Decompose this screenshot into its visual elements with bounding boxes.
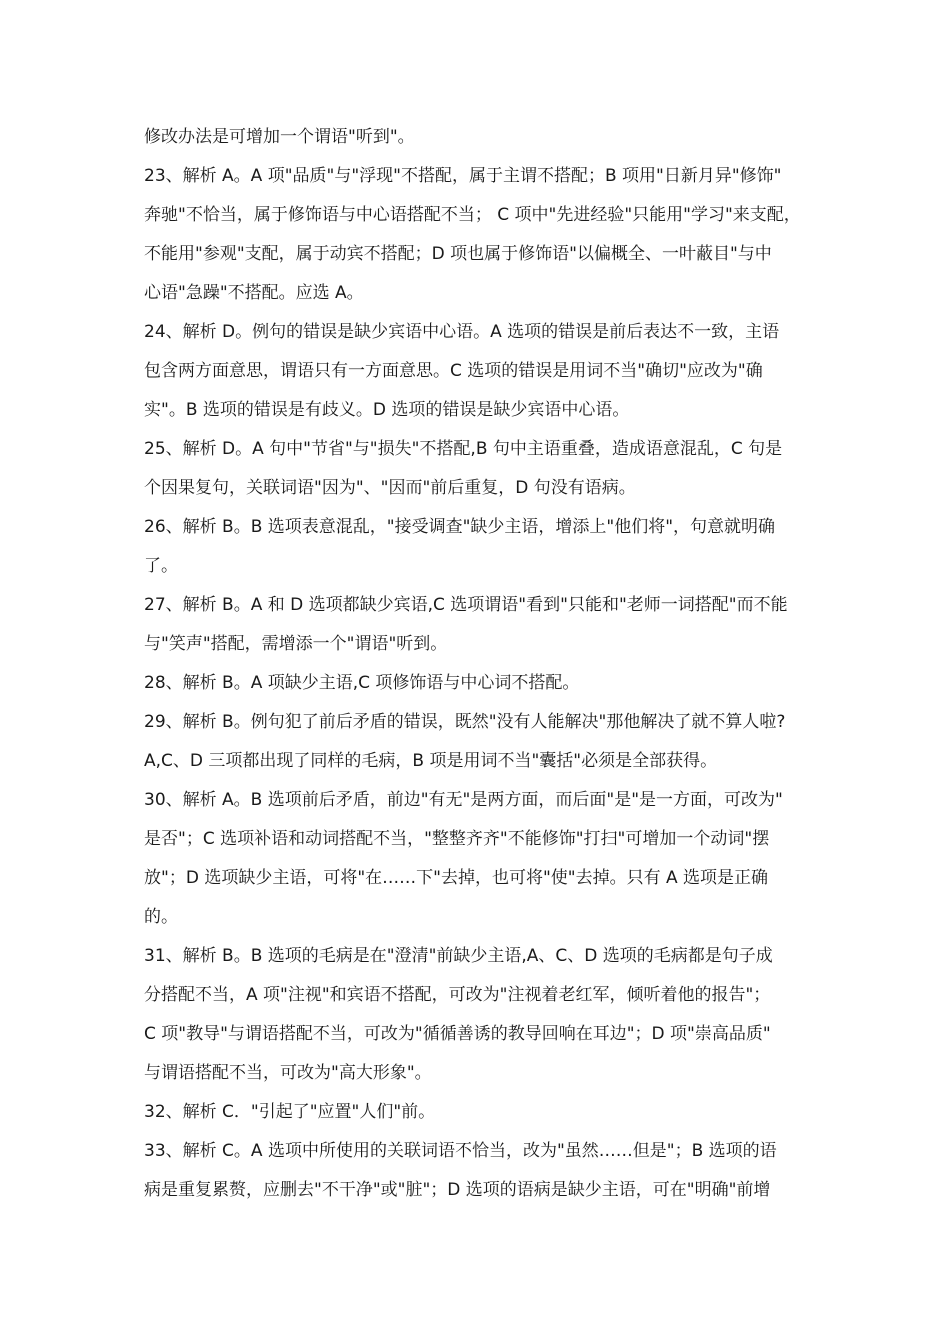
document-body	[144, 118, 816, 1210]
text-line: 不能用"参观"支配，属于动宾不搭配；D 项也属于修饰语"以偏概全、一叶蔽目"与中	[144, 244, 772, 264]
text-line: 31、解析 B。B 选项的毛病是在"澄清"前缺少主语,A、C、D 选项的毛病都是句子成	[144, 946, 773, 966]
text-line: 修改办法是可增加一个谓语"听到"。	[144, 127, 415, 147]
text-line: 分搭配不当，A 项"注视"和宾语不搭配，可改为"注视着老红军，倾听着他的报告"；	[144, 985, 771, 1005]
text-line: 奔驰"不恰当，属于修饰语与中心语搭配不当； C 项中"先进经验"只能用"学习"来支配，	[144, 205, 801, 225]
text-line: 实"。B 选项的错误是有歧义。D 选项的错误是缺少宾语中心语。	[144, 400, 630, 420]
text-line: 与"笑声"搭配，需增添一个"谓语"听到。	[144, 634, 448, 654]
text-line: 28、解析 B。A 项缺少主语,C 项修饰语与中心词不搭配。	[144, 673, 580, 693]
text-line: 29、解析 B。例句犯了前后矛盾的错误，既然"没有人能解决"那他解决了就不算人啦?	[144, 712, 786, 732]
text-line: 放"；D 选项缺少主语，可将"在……下"去掉，也可将"使"去掉。只有 A 选项是正确	[144, 868, 769, 888]
text-line: 是否"；C 选项补语和动词搭配不当，"整整齐齐"不能修饰"打扫"可增加一个动词"摆	[144, 829, 770, 849]
text-line: 了。	[144, 556, 178, 576]
text-line: 23、解析 A。A 项"品质"与"浮现"不搭配，属于主谓不搭配；B 项用"日新月异"修饰"	[144, 166, 782, 186]
text-line: 的。	[144, 907, 178, 927]
text-line: 24、解析 D。例句的错误是缺少宾语中心语。A 选项的错误是前后表达不一致，主语	[144, 322, 780, 342]
text-line: 个因果复句，关联词语"因为"、"因而"前后重复，D 句没有语病。	[144, 478, 636, 498]
text-line: 包含两方面意思，谓语只有一方面意思。C 选项的错误是用词不当"确切"应改为"确	[144, 361, 763, 381]
text-line: 27、解析 B。A 和 D 选项都缺少宾语,C 选项谓语"看到"只能和"老师一词搭配"而不能	[144, 595, 788, 615]
text-line: 与谓语搭配不当，可改为"高大形象"。	[144, 1063, 432, 1083]
text-line: 32、解析 C．"引起了"应置"人们"前。	[144, 1102, 436, 1122]
text-line: 33、解析 C。A 选项中所使用的关联词语不恰当，改为"虽然……但是"；B 选项的语	[144, 1141, 777, 1161]
text-line: C 项"教导"与谓语搭配不当，可改为"循循善诱的教导回响在耳边"；D 项"崇高品质"	[144, 1024, 771, 1044]
text-line: 30、解析 A。B 选项前后矛盾，前边"有无"是两方面，而后面"是"是一方面，可改为"	[144, 790, 783, 810]
text-line: 病是重复累赘，应删去"不干净"或"脏"；D 选项的语病是缺少主语，可在"明确"前增	[144, 1180, 771, 1200]
text-line: A,C、D 三项都出现了同样的毛病，B 项是用词不当"囊括"必须是全部获得。	[144, 751, 718, 771]
text-line: 心语"急躁"不搭配。应选 A。	[144, 283, 364, 303]
text-line: 26、解析 B。B 选项表意混乱，"接受调查"缺少主语，增添上"他们将"，句意就明确	[144, 517, 776, 537]
text-line: 25、解析 D。A 句中"节省"与"损失"不搭配,B 句中主语重叠，造成语意混乱，C 句是	[144, 439, 783, 459]
